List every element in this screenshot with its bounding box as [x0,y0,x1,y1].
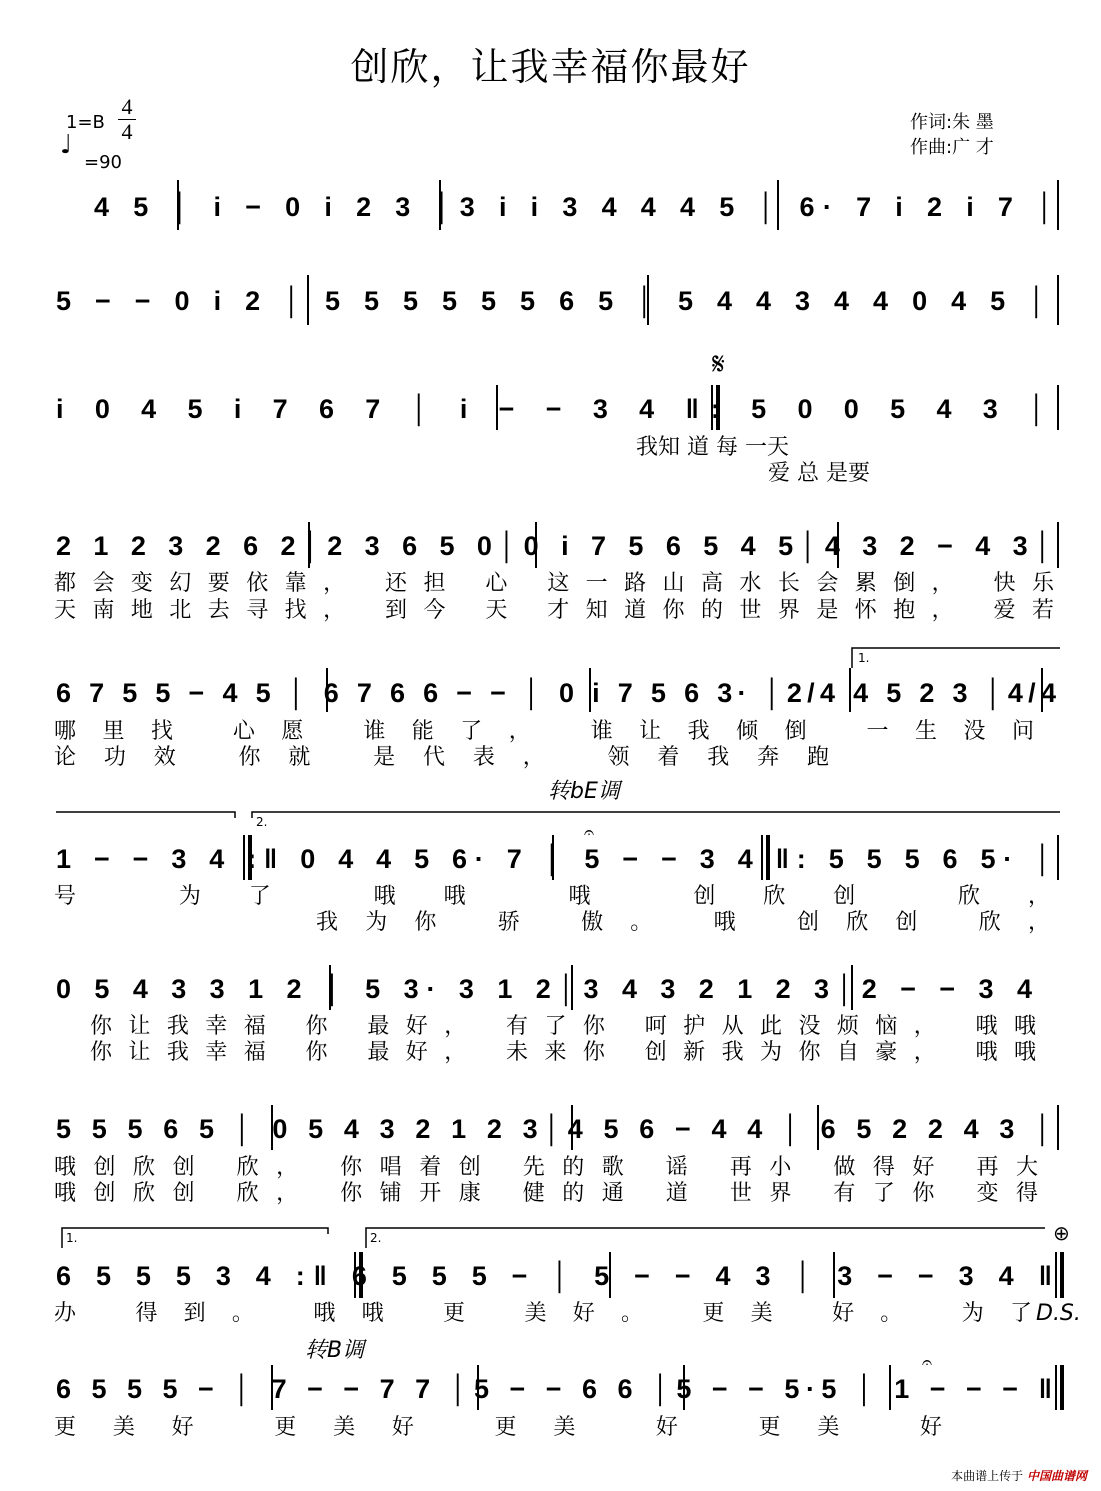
note-row-4: 2 1 2 3 2 6 2│2 3 6 5 0│0 i 7 5 6 5 4 5│4 3 2 − 4 3│ [56,531,1052,561]
site-brand-logo[interactable]: 中国曲谱网 [1026,1469,1087,1483]
note-row-1: 4 5 │ i − 0 i 2 3 │3 i i 3 4 4 4 5 │ 6· 7 i 2 i 7 │ [94,192,1055,222]
lyric-row-3a: 我知 道 每 一天 [636,435,789,460]
note-row-5: 6 7 5 5 − 4 5 │ 6 7 6 6 − − │ 0 i 7 5 6 3· │2/4 4 5 2 3 │4/4 [56,678,1056,708]
segno-icon: 𝄋 [712,347,725,382]
note-row-10: 6 5 5 5 − │ 7 − − 7 7 │5 − − 6 6 │5 − − 5·5 │ 1 − − − ‖ [56,1374,1053,1404]
lyric-row-8b: 哦创欣创 欣， 你铺开康 健的通 道 世界 有了你 变得 [54,1181,1039,1206]
volta-1-label-b: 1. [66,1231,78,1245]
lyric-row-5a: 哪里找 心愿 谁能了， 谁让我倾倒 一生没问 [54,719,1034,744]
note-row-2: 5 − − 0 i 2 │ 5 5 5 5 5 5 6 5 │ 5 4 4 3 4 4 0 4 5 │ [56,286,1046,316]
lyric-row-6b: 我为你 骄 傲。 哦 创欣创 欣， [316,910,1050,935]
lyric-row-8a: 哦创欣创 欣， 你唱着创 先的歌 谣 再小 做得好 再大 [54,1155,1039,1180]
note-row-3: i 0 4 5 i 7 6 7 │ i − − 3 4 ‖: 5 0 0 5 4 3 │ [56,394,1046,424]
modulation-mark-2: 转B调 [305,1338,365,1363]
page-title: 创欣，让我幸福你最好 [350,45,751,89]
note-row-7: 0 5 4 3 3 1 2 │ 5 3· 3 1 2│3 4 3 2 1 2 3│2 − − 3 4 [56,974,1033,1004]
modulation-mark-1: 转bE调 [548,779,620,804]
note-row-8: 5 5 5 6 5 │ 0 5 4 3 2 1 2 3│4 5 6 − 4 4 │ 6 5 2 2 4 3 │ [56,1114,1052,1144]
key-signature: 1=B [66,112,105,133]
lyric-row-7a: 你让我幸福 你 最好， 有了你 呵护从此没烦恼， 哦哦 [90,1014,1036,1039]
lyric-row-7b: 你让我幸福 你 最好， 未来你 创新我为你自豪， 哦哦 [90,1040,1036,1065]
lyric-row-5b: 论功效 你就 是代表， 领着我奔跑 [54,745,829,770]
note-row-9: 6 5 5 5 3 4 :‖ 6 5 5 5 − │ 5 − − 4 3 │ 3 − − 3 4 ‖ [56,1261,1052,1291]
lyric-row-10a: 更美好 更美好 更美 好 更美 好 [54,1415,942,1440]
fermata-icon: 𝄐 [584,822,595,843]
note-row-6: 1 − − 3 4 :‖ 0 4 4 5 6· 7 │ 5 − − 3 4 ‖: 5 5 5 6 5· │ [56,844,1052,874]
volta-1-label: 1. [858,651,870,665]
ds-mark: D.S. [1036,1301,1081,1326]
volta-2-label: 2. [256,815,268,829]
upload-footer [951,1467,1087,1484]
tempo-mark: =90 [84,152,122,173]
lyric-row-3b: 爱 总 是要 [768,461,870,486]
coda-icon: ⊕ [1053,1221,1070,1245]
barlines [178,180,1062,1410]
time-signature-top: 4 [121,94,133,119]
time-signature-bottom: 4 [121,119,133,144]
volta-2-label-b: 2. [370,1231,382,1245]
lyric-row-4a: 都会变幻要依靠， 还担 心 这一路山高水长会累倒， 快乐 [54,571,1054,596]
lyric-row-6a: 号 为了 哦哦 哦 创欣创 欣， [54,884,1050,909]
quarter-note-icon: ♩ [60,130,73,160]
composer-credit: 作曲:广 才 [910,137,994,158]
lyric-row-4b: 天南地北去寻找， 到今 天 才知道你的世界是怀抱， 爱若 [54,598,1054,623]
fermata-icon-2: 𝄐 [922,1352,933,1373]
lyric-row-9a: 办 得到。 哦哦 更 美好。 更美 好。 为了 [54,1301,1032,1326]
footer-text: 本曲谱上传于 [951,1469,1024,1483]
lyricist-credit: 作词:朱 墨 [910,112,994,133]
